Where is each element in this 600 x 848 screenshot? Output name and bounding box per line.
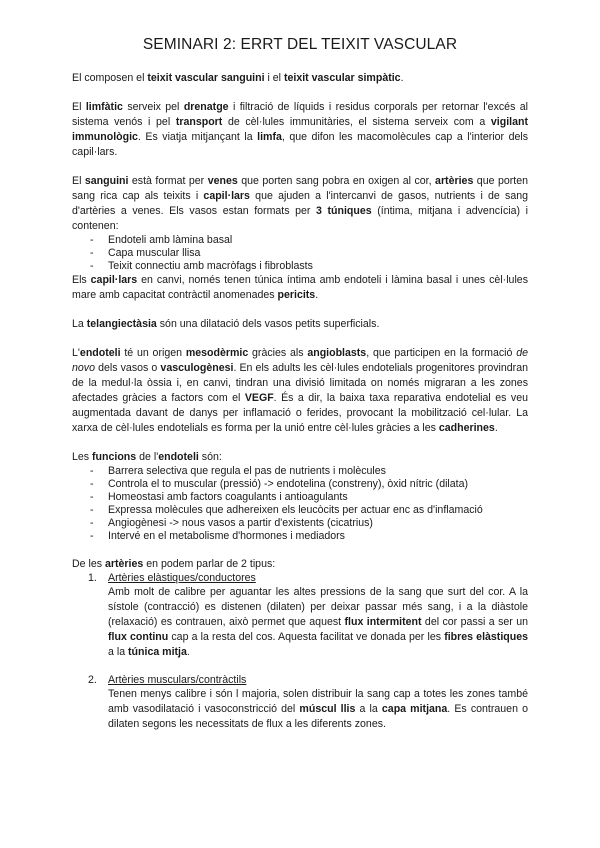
list-item: - Expressa molècules que adhereixen els leucòcits per actuar enc as d'inflamació <box>88 504 528 517</box>
item-description: Tenen menys calibre i són l majoria, solen distribuir la sang cap a totes les zones també amb vasodilatació i vasoconstricció del múscul llis a la capa mitjana. Es contrauen o dilaten segons les necessitats de flux a les diferents zones. <box>108 688 528 730</box>
document-page <box>72 36 528 732</box>
paragraph-telangiectasia: La telangiectàsia són una dilatació dels vasos petits superficials. <box>72 318 380 330</box>
list-item: - Barrera selectiva que regula el pas de nutrients i molècules <box>88 465 528 478</box>
paragraph-intro: El composen el teixit vascular sanguini i el teixit vascular simpàtic. <box>72 72 404 84</box>
paragraph-endoteli: L'endoteli té un origen mesodèrmic gràcies als angioblasts, que participen en la formació de novo dels vasos o vasculogènesi. En els adults les cèl·lules endotelials progenitores provindran de la medul·la òssia i, en canvi, tindran una divisió limitada on només migraran a les zones afectades gràcies a factors com el VEGF. És a dir, la baixa taxa reparativa endotelial es veu augmentada davant de danys per inflamació o ferides, provocant la mobilització cel·lular. La xarxa de cèl·lules endotelials es forma per la unió entre cèl·lules gràcies a les cadherines. <box>72 347 528 434</box>
paragraph-capillars: Els capil·lars en canvi, només tenen túnica íntima amb endoteli i làmina basal i unes cèl·lules mare amb capacitat contràctil anomenades pericits. <box>72 274 528 301</box>
paragraph-sanguini: El sanguini està format per venes que porten sang pobra en oxigen al cor, artèries que porten sang rica cap als teixits i capil·lars que ajuden a l'intercanvi de gasos, nutrients i de sang d'artèries a venes. Els vasos estan formats per 3 túniques (íntima, mitjana i advencícia) i contenen: <box>72 175 528 232</box>
list-item: - Intervé en el metabolisme d'hormones i mediadors <box>88 530 528 543</box>
item-title: Artèries musculars/contràctils <box>108 674 247 686</box>
list-item: - Capa muscular llisa <box>88 247 528 260</box>
item-title: Artèries elàstiques/conductores <box>108 572 256 584</box>
paragraph-limfatic: El limfàtic serveix pel drenatge i filtració de líquids i residus corporals per retornar l'excés al sistema venós i pel transport de cèl·lules immunitàries, el sistema serveix com a vigilant immunològic. Es viatja mitjançant la limfa, que difon les macomolècules cap a l'interior dels capil·lars. <box>72 101 529 158</box>
page-title: SEMINARI 2: ERRT DEL TEIXIT VASCULAR <box>142 36 458 53</box>
artery-type-elastic <box>72 572 528 660</box>
item-number: 1. <box>88 572 97 584</box>
artery-type-muscular <box>72 674 528 732</box>
list-item: - Homeostasi amb factors coagulants i antioagulants <box>88 491 528 504</box>
item-description: Amb molt de calibre per aguantar les altes pressions de la sang que surt del cor. A la sístole (contracció) es distenen (dilaten) per deixar passar més sang, i a la diàstole (relaxació) es contrauen, això permet que aquest flux intermitent del cor passi a ser un flux continu cap a la resta del cos. Aquesta facilitat ve donada per les fibres elàstiques a la túnica mitja. <box>108 586 529 658</box>
list-item: - Endoteli amb làmina basal <box>88 234 528 247</box>
list-item: - Angiogènesi -> nous vasos a partir d'existents (cicatrius) <box>88 517 528 530</box>
paragraph-funcions: Les funcions de l'endoteli són: <box>72 451 222 463</box>
list-item: - Teixit connectiu amb macròfags i fibroblasts <box>88 260 528 273</box>
item-number: 2. <box>88 674 97 686</box>
artery-types-list <box>72 572 528 732</box>
vessel-layers-list <box>72 234 528 273</box>
functions-list <box>72 465 528 543</box>
list-item: - Controla el to muscular (pressió) -> endotelina (constreny), òxid nítric (dilata) <box>88 478 528 491</box>
paragraph-arteries: De les artèries en podem parlar de 2 tipus: <box>72 558 276 570</box>
